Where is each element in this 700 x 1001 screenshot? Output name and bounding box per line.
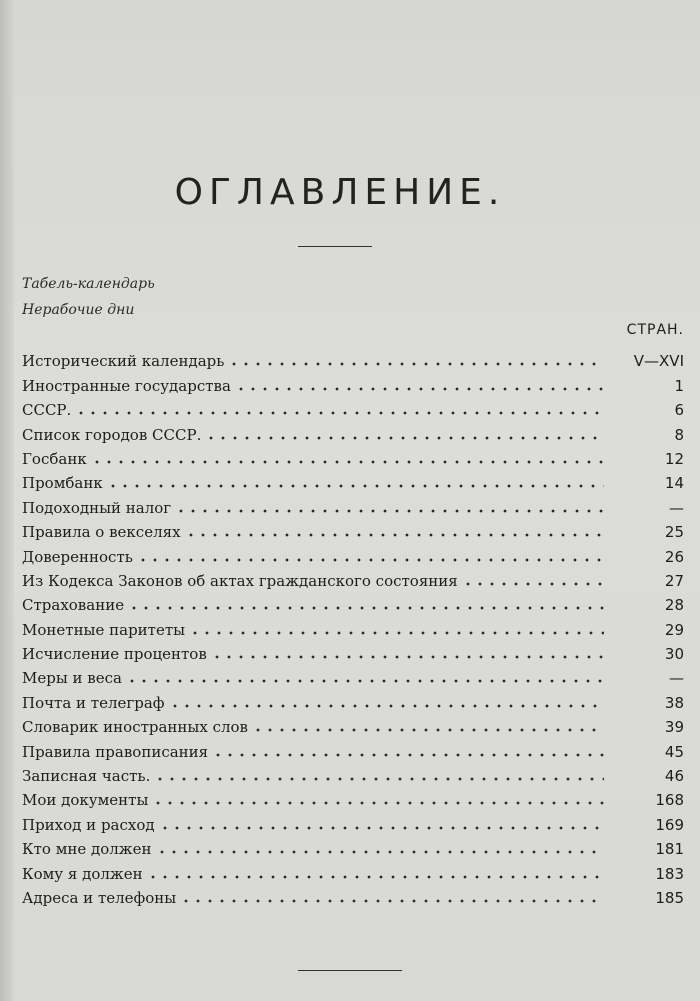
toc-entry-page: 26	[664, 547, 684, 566]
toc-entry-page: 185	[655, 888, 684, 907]
toc-entry	[22, 736, 684, 760]
toc-entry-page: 8	[674, 425, 684, 444]
toc-entry-page: 12	[664, 449, 684, 468]
toc-entry	[22, 541, 684, 565]
toc-entry-page: 25	[664, 523, 684, 542]
toc-entry-page: 46	[664, 767, 684, 786]
toc-entry	[22, 444, 684, 468]
toc-entry	[22, 712, 684, 736]
toc-entry-page: 38	[664, 693, 684, 712]
toc-entry-label: Исторический календарь	[22, 352, 225, 371]
dot-leader	[126, 669, 604, 684]
dot-leader	[169, 694, 604, 709]
toc-entry-label: Меры и веса	[22, 669, 122, 688]
dot-leader	[189, 621, 604, 636]
toc-entry	[22, 761, 684, 785]
dot-leader	[152, 791, 604, 806]
toc-entry-page: 30	[664, 645, 684, 664]
page-edge	[0, 0, 14, 1001]
title-divider	[298, 246, 372, 247]
page-column-header: СТРАН.	[626, 322, 684, 338]
dot-leader	[107, 474, 604, 489]
dot-leader	[228, 352, 604, 367]
toc-entry-page: 39	[664, 718, 684, 737]
toc-entry	[22, 468, 684, 492]
toc-entry-page: 183	[655, 864, 684, 883]
dot-leader	[137, 548, 604, 563]
dot-leader	[75, 401, 604, 416]
toc-entry-page: 181	[655, 840, 684, 859]
toc-entry	[22, 809, 684, 833]
pre-item-holidays: Нерабочие дни	[22, 302, 135, 318]
dot-leader	[211, 645, 604, 660]
toc-entry-label: Адреса и телефоны	[22, 888, 177, 907]
toc-entry	[22, 370, 684, 394]
toc-entry-label: Госбанк	[22, 449, 87, 468]
toc-entry	[22, 639, 684, 663]
pre-item-calendar: Табель-календарь	[22, 276, 155, 292]
toc-entry	[22, 590, 684, 614]
toc-entry	[22, 858, 684, 882]
toc-entry-page: 169	[655, 815, 684, 834]
toc-entry-label: Записная часть.	[22, 767, 151, 786]
toc-entry	[22, 883, 684, 907]
toc-entry-page: 29	[664, 620, 684, 639]
dot-leader	[159, 816, 604, 831]
toc-entry-page: V—XVI	[633, 352, 684, 371]
toc-entry-page: 27	[664, 571, 684, 590]
toc-entry	[22, 834, 684, 858]
dot-leader	[91, 450, 604, 465]
dot-leader	[252, 718, 604, 733]
dot-leader	[185, 523, 604, 538]
toc-entry-label: Список городов СССР.	[22, 425, 202, 444]
toc-entry-page: 28	[664, 596, 684, 615]
dot-leader	[180, 889, 604, 904]
page-title: ОГЛАВЛЕНИЕ.	[174, 172, 506, 213]
toc-entry-label: Иностранные государства	[22, 376, 231, 395]
toc-entry	[22, 785, 684, 809]
dot-leader	[128, 596, 604, 611]
toc-entry-label: Почта и телеграф	[22, 693, 165, 712]
toc-entry-label: Подоходный налог	[22, 498, 172, 517]
bottom-divider	[298, 970, 402, 971]
toc-entry	[22, 346, 684, 370]
toc-entry-label: Доверенность	[22, 547, 133, 566]
toc-entry-label: Промбанк	[22, 474, 103, 493]
dot-leader	[235, 377, 604, 392]
toc-entry-page: 45	[664, 742, 684, 761]
toc-entry	[22, 517, 684, 541]
dot-leader	[147, 865, 604, 880]
toc-entry-label: Правила о векселях	[22, 523, 181, 542]
toc-entry-label: СССР.	[22, 401, 72, 420]
toc-entry	[22, 687, 684, 711]
table-of-contents	[22, 346, 684, 907]
toc-entry-label: Кому я должен	[22, 864, 143, 883]
toc-entry-page: 6	[674, 401, 684, 420]
toc-entry-label: Мои документы	[22, 791, 149, 810]
toc-entry-label: Страхование	[22, 596, 125, 615]
toc-entry-page: 14	[664, 474, 684, 493]
dot-leader	[175, 499, 604, 514]
dot-leader	[154, 767, 604, 782]
toc-entry	[22, 419, 684, 443]
dot-leader	[212, 743, 604, 758]
toc-entry-label: Приход и расход	[22, 815, 155, 834]
toc-entry-page: —	[669, 669, 684, 688]
toc-entry-label: Кто мне должен	[22, 840, 152, 859]
dot-leader	[156, 840, 605, 855]
dot-leader	[462, 572, 604, 587]
toc-entry	[22, 395, 684, 419]
toc-entry	[22, 614, 684, 638]
toc-entry	[22, 566, 684, 590]
dot-leader	[205, 426, 604, 441]
toc-entry-label: Словарик иностранных слов	[22, 718, 249, 737]
toc-entry-page: 1	[674, 376, 684, 395]
toc-entry	[22, 663, 684, 687]
toc-entry	[22, 492, 684, 516]
toc-entry-label: Из Кодекса Законов об актах гражданского состояния	[22, 571, 458, 590]
toc-entry-page: 168	[655, 791, 684, 810]
toc-entry-label: Монетные паритеты	[22, 620, 186, 639]
toc-entry-label: Правила правописания	[22, 742, 209, 761]
toc-entry-label: Исчисление процентов	[22, 645, 207, 664]
toc-entry-page: —	[669, 498, 684, 517]
